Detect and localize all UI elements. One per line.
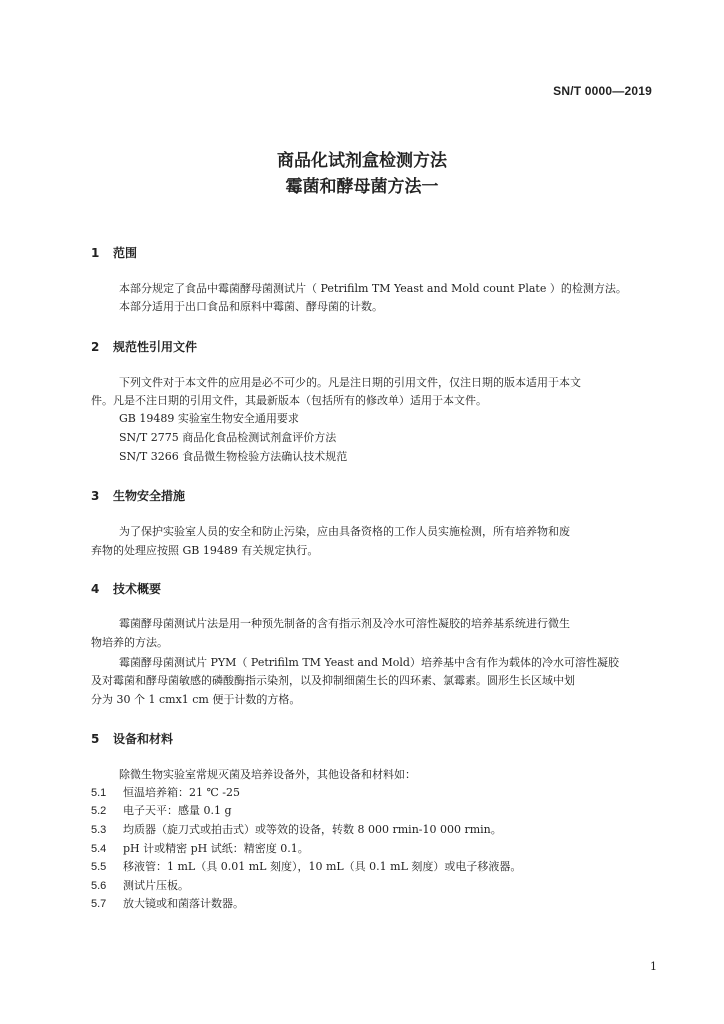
section-heading-biosafety	[91, 487, 185, 504]
item-text: 恒温培养箱：21 ℃ -25	[123, 786, 241, 799]
paragraph-line: 下列文件对于本文件的应用是必不可少的。凡是注日期的引用文件，仅注日期的版本适用于本文	[119, 376, 581, 389]
section-title: 设备和材料	[113, 732, 174, 746]
doc-title-line2: 霉菌和酵母菌方法一	[285, 177, 439, 197]
equipment-item	[91, 784, 240, 800]
section-number: 1	[91, 246, 100, 260]
paragraph-line: 霉菌酵母菌测试片法是用一种预先制备的含有指示剂及冷水可溶性凝胶的培养基系统进行微生	[119, 617, 570, 630]
section-title: 范围	[113, 246, 138, 260]
item-text: 测试片压板。	[123, 879, 189, 892]
standard-code: SN/T 0000—2019	[553, 84, 652, 98]
section-heading-normative-references	[91, 338, 197, 355]
item-text: 移液管：1 mL（具 0.01 mL 刻度），10 mL（具 0.1 mL 刻度）或电子移液器。	[123, 860, 522, 873]
paragraph-line: 物培养的方法。	[91, 636, 168, 649]
section-number: 5	[91, 732, 100, 746]
item-text: 放大镜或和菌落计数器。	[123, 897, 244, 910]
paragraph-line: 霉菌酵母菌测试片 PYM（ Petrifilm TM Yeast and Mold）培养基中含有作为载体的冷水可溶性凝胶	[119, 656, 619, 669]
section-title: 生物安全措施	[113, 489, 186, 503]
section-number: 4	[91, 582, 100, 596]
item-text: 均质器（旋刀式或拍击式）或等效的设备，转数 8 000 rmin-10 000 rmin。	[123, 823, 502, 836]
equipment-item	[91, 802, 232, 818]
paragraph-line: 本部分规定了食品中霉菌酵母菌测试片（ Petrifilm TM Yeast and Mold count Plate ）的检测方法。	[119, 282, 627, 295]
item-number: 5.6	[91, 880, 107, 892]
item-number: 5.2	[91, 805, 107, 817]
item-text: pH 计或精密 pH 试纸：精密度 0.1。	[123, 842, 309, 855]
equipment-item	[91, 840, 309, 856]
section-heading-equipment	[91, 730, 173, 747]
section-title: 规范性引用文件	[113, 340, 198, 354]
item-text: 电子天平：感量 0.1 g	[123, 804, 232, 817]
equipment-item	[91, 877, 189, 893]
item-number: 5.3	[91, 824, 107, 836]
item-number: 5.5	[91, 861, 107, 873]
equipment-item	[91, 895, 244, 911]
paragraph-line: 本部分适用于出口食品和原料中霉菌、酵母菌的计数。	[119, 300, 383, 313]
section-number: 2	[91, 340, 100, 354]
doc-title-line1: 商品化试剂盒检测方法	[277, 151, 447, 171]
paragraph-line: 除微生物实验室常规灭菌及培养设备外，其他设备和材料如：	[119, 768, 416, 781]
paragraph-line: 分为 30 个 1 cmx1 cm 便于计数的方格。	[91, 693, 301, 706]
equipment-item	[91, 821, 502, 837]
paragraph-line: 为了保护实验室人员的安全和防止污染，应由具备资格的工作人员实施检测，所有培养物和废	[119, 525, 570, 538]
paragraph-line: 及对霉菌和酵母菌敏感的磷酸酶指示染剂，以及抑制细菌生长的四环素、氯霉素。圆形生长区域中划	[91, 674, 575, 687]
equipment-item	[91, 858, 521, 874]
paragraph-line: 弃物的处理应按照 GB 19489 有关规定执行。	[91, 544, 319, 557]
item-number: 5.1	[91, 787, 107, 799]
item-number: 5.7	[91, 898, 107, 910]
item-number: 5.4	[91, 843, 107, 855]
reference-item: SN/T 2775 商品化食品检测试剂盒评价方法	[119, 431, 337, 444]
page-number: 1	[650, 960, 657, 973]
section-heading-scope	[91, 244, 137, 261]
reference-item: GB 19489 实验室生物安全通用要求	[119, 412, 299, 425]
paragraph-line: 件。凡是不注日期的引用文件，其最新版本（包括所有的修改单）适用于本文件。	[91, 394, 487, 407]
section-title: 技术概要	[113, 582, 162, 596]
reference-item: SN/T 3266 食品微生物检验方法确认技术规范	[119, 450, 348, 463]
section-number: 3	[91, 489, 100, 503]
section-heading-technical-summary	[91, 580, 161, 597]
